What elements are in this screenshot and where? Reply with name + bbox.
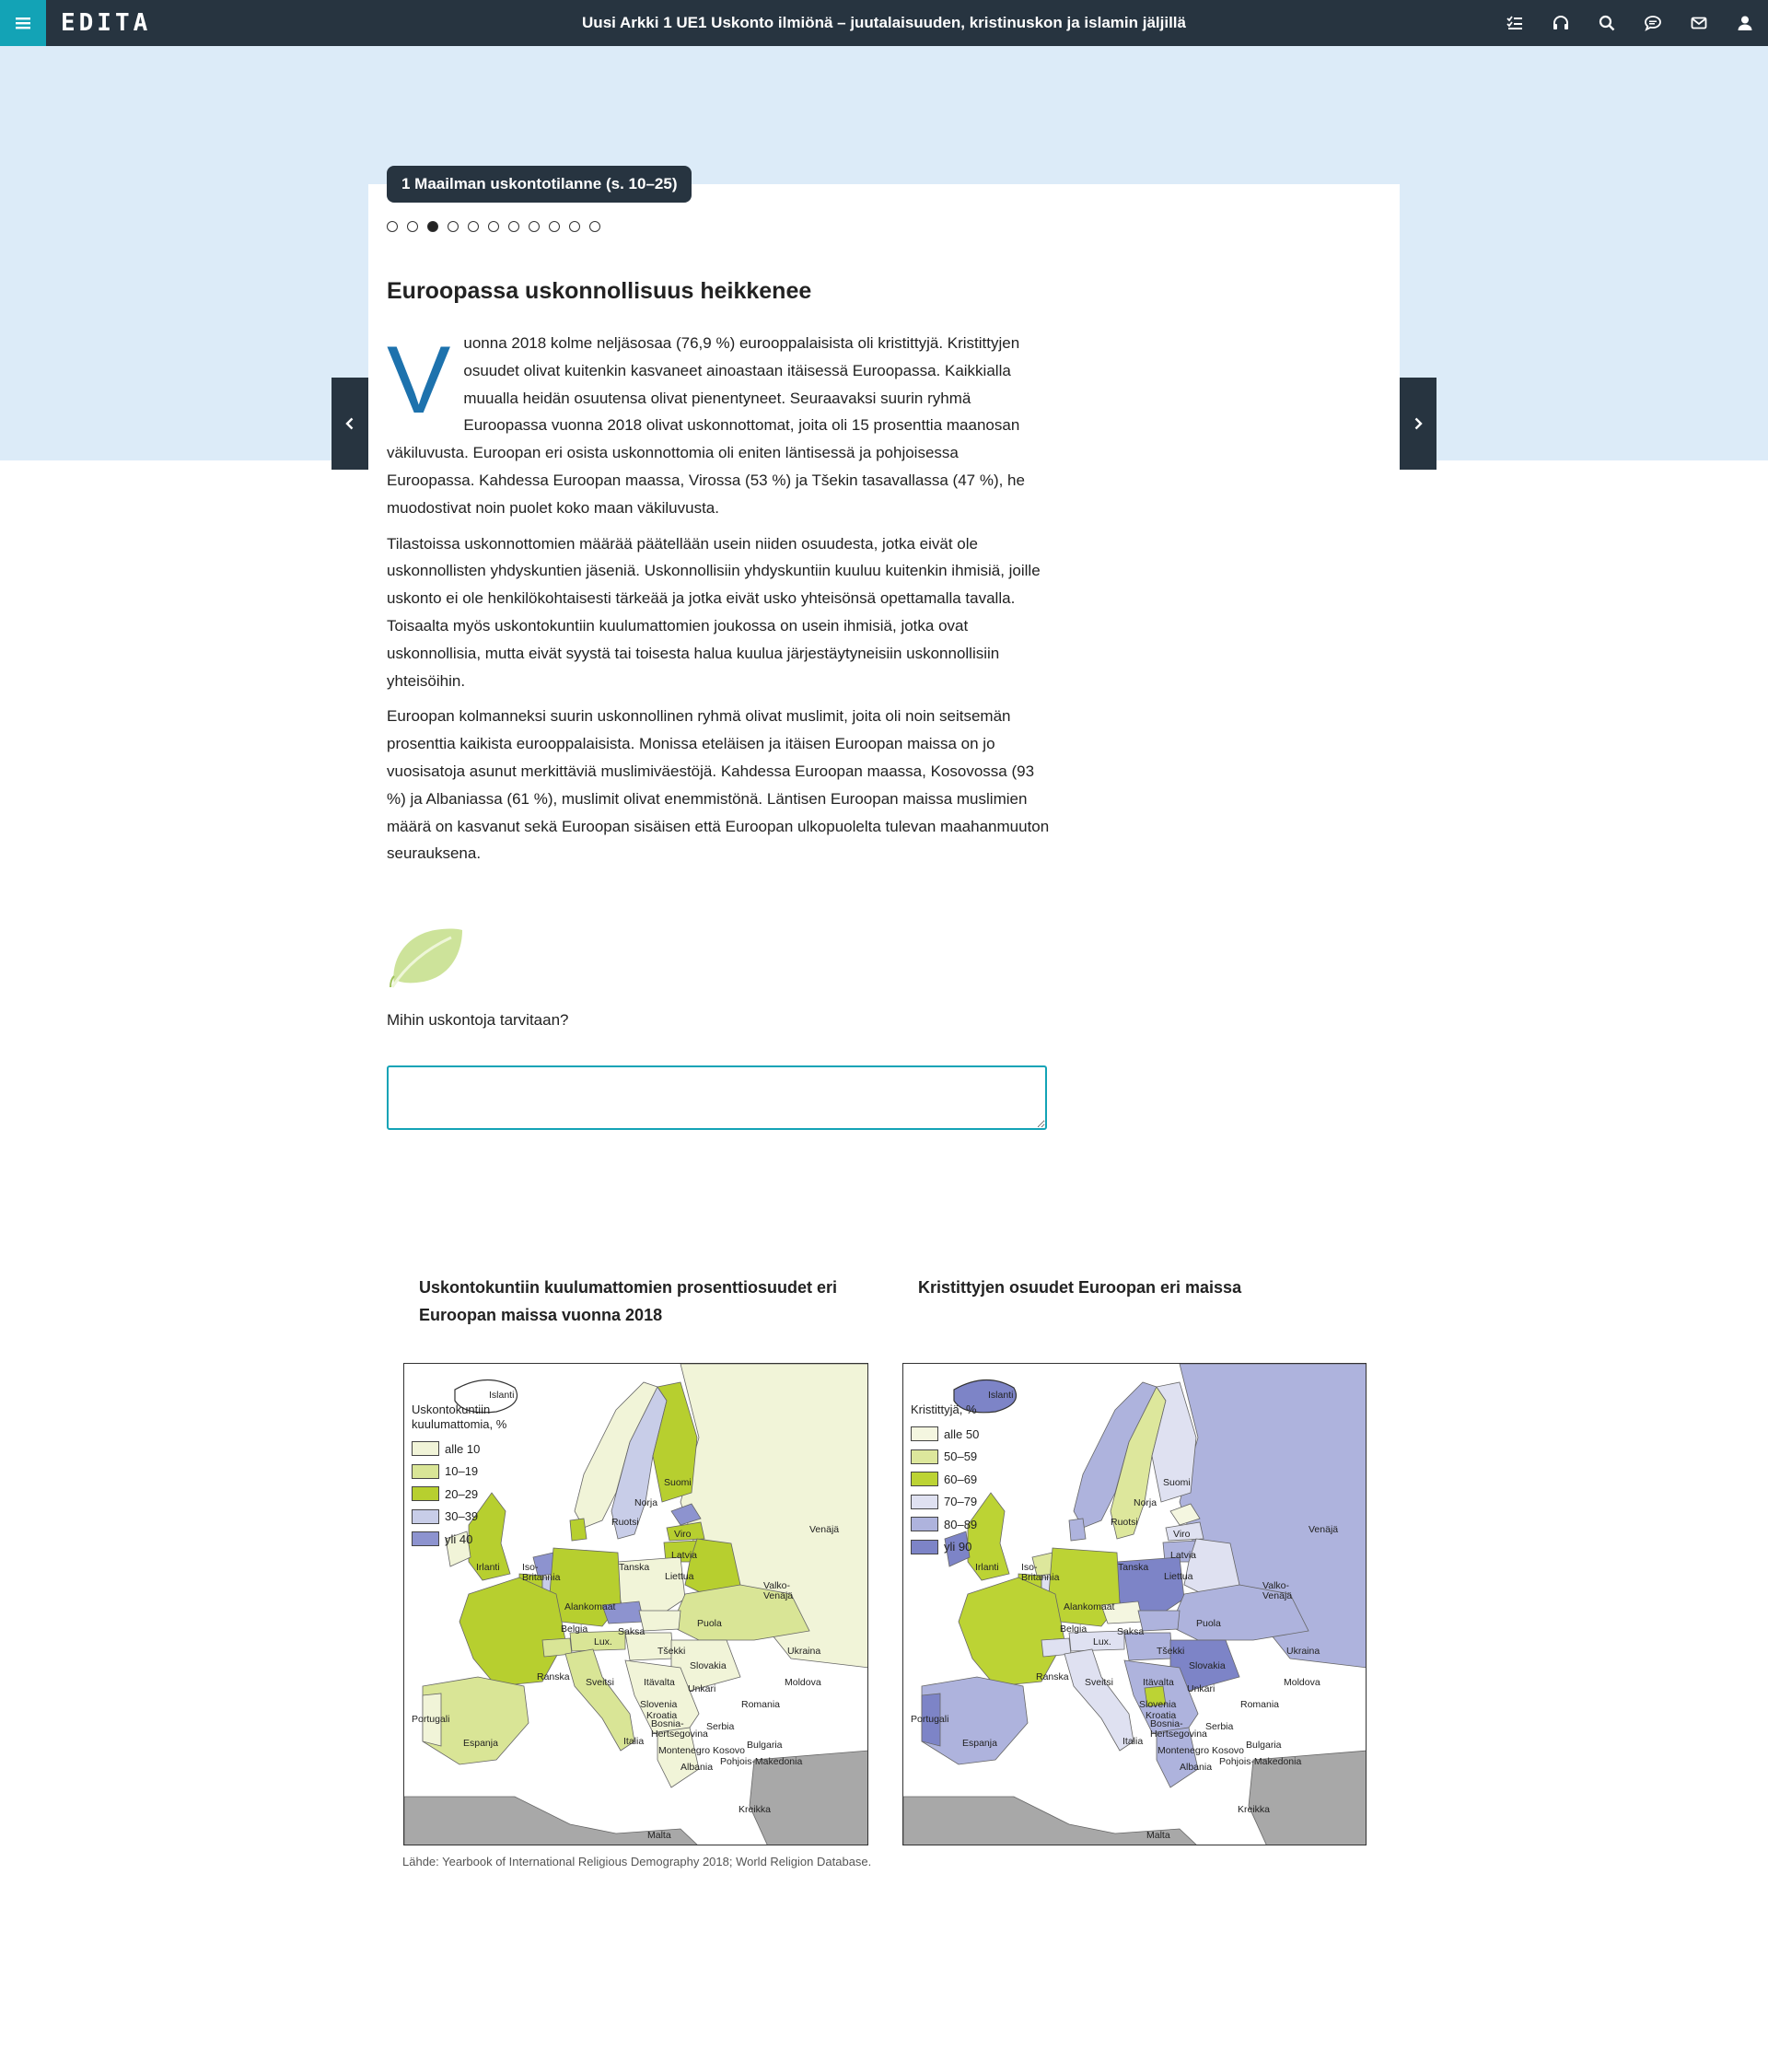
country-label: Iso-Britannia	[522, 1562, 561, 1583]
country-label: Islanti	[489, 1390, 515, 1401]
legend-swatch	[911, 1495, 938, 1509]
country-label: Suomi	[664, 1477, 692, 1488]
country-label: Serbia	[1205, 1721, 1234, 1732]
legend-swatch	[412, 1441, 439, 1456]
country-label: Albania	[1180, 1762, 1213, 1773]
task-question: Mihin uskontoja tarvitaan?	[387, 1011, 569, 1029]
legend-swatch	[911, 1426, 938, 1441]
legend-item	[412, 1438, 506, 1461]
legend-swatch	[911, 1540, 938, 1554]
book-title: Uusi Arkki 1 UE1 Uskonto ilmiönä – juutalaisuuden, kristinuskon ja islamin jäljillä	[582, 14, 1186, 31]
search-icon	[1598, 14, 1616, 32]
legend-item	[412, 1483, 506, 1506]
page-dot[interactable]	[529, 221, 540, 232]
legend-swatch	[911, 1472, 938, 1486]
country-label: Ukraina	[787, 1646, 821, 1657]
headphones-icon	[1552, 14, 1570, 32]
country-label: Itävalta	[1143, 1677, 1174, 1688]
country-label: Venäjä	[809, 1524, 840, 1535]
next-page-button[interactable]	[1400, 378, 1436, 470]
country-label: Italia	[623, 1736, 645, 1747]
legend-item	[911, 1446, 979, 1469]
user-icon	[1736, 14, 1754, 32]
country-label: Malta	[647, 1830, 671, 1841]
country-label: Lux.	[1093, 1636, 1111, 1647]
page-dot[interactable]	[569, 221, 580, 232]
page-dot[interactable]	[549, 221, 560, 232]
country-label: Irlanti	[476, 1562, 500, 1573]
country-label: Puola	[697, 1618, 722, 1629]
country-label: Kosovo	[1212, 1745, 1245, 1756]
legend-rows	[412, 1438, 506, 1551]
country-label: Montenegro	[1157, 1745, 1210, 1756]
country-label: Bosnia-Hertsegovina	[1150, 1718, 1207, 1740]
country-label: Moldova	[785, 1677, 821, 1688]
legend-label: yli 90	[944, 1540, 972, 1554]
country-label: Unkari	[688, 1683, 716, 1694]
legend-item	[911, 1423, 979, 1446]
country-label: Tšekki	[1157, 1646, 1185, 1657]
page-title: Euroopassa uskonnollisuus heikkenee	[387, 278, 812, 304]
paragraph-3: Euroopan kolmanneksi suurin uskonnollinen ryhmä olivat muslimit, joita oli noin seitsemän prosenttia kaikista eurooppalaisista. Monissa eteläisen ja itäisen Euroopan maissa on jo vuosisatoja asunut merkittäviä muslimiväestöjä. Kahdessa Euroopan maassa, Kosovossa (93 %) ja Albaniassa (61 %), muslimit olivat enemmistönä. Läntisen Euroopan maissa muslimien määrä on kasvanut sekä Euroopan sisäisen että Euroopan ulkopuolelta tulevan maahanmuuton seurauksena.	[387, 707, 1050, 863]
country-label: Kreikka	[739, 1804, 772, 1815]
chevron-right-icon	[1411, 416, 1425, 431]
legend-swatch	[412, 1464, 439, 1479]
paragraph-1: Vuonna 2018 kolme neljäsosaa (76,9 %) eurooppalaisista oli kristittyjä. Kristittyjen osuudet olivat kuitenkin kasvaneet ainoastaan itäisessä Euroopassa. Kaikkialla muualla heidän osuutensa olivat pienentyneet. Seuraavaksi suurin ryhmä Euroopassa vuonna 2018 olivat uskonnottomat, joita oli 15 prosenttia maanosan väkiluvusta. Euroopan eri osista uskonnottomia oli eniten läntisessä ja pohjoisessa Euroopassa. Kahdessa Euroopan maassa, Virossa (53 %) ja Tšekin tasavallassa (47 %), he muodostivat noin puolet koko maan väkiluvusta.	[387, 327, 1025, 517]
map-source: Lähde: Yearbook of International Religious Demography 2018; World Religion Database.	[402, 1855, 872, 1868]
country-label: Espanja	[463, 1738, 498, 1749]
country-label: Slovakia	[1189, 1660, 1226, 1671]
legend-label: alle 50	[944, 1426, 980, 1441]
country-label: Sveitsi	[1085, 1677, 1113, 1688]
legend-label: 60–69	[944, 1472, 978, 1486]
map-left	[403, 1363, 868, 1845]
country-label: Bosnia-Hertsegovina	[651, 1718, 708, 1740]
country-label: Bulgaria	[747, 1740, 783, 1751]
map-right	[902, 1363, 1367, 1845]
leaf-icon	[387, 925, 464, 989]
country-label: Albania	[680, 1762, 714, 1773]
legend-swatch	[412, 1531, 439, 1546]
country-label: Sveitsi	[586, 1677, 614, 1688]
legend-item	[911, 1468, 979, 1491]
country-label: Slovakia	[690, 1660, 727, 1671]
legend-swatch	[412, 1486, 439, 1501]
country-label: Kroatia	[646, 1710, 678, 1721]
map-right-title: Kristittyjen osuudet Euroopan eri maissa	[918, 1278, 1242, 1297]
country-label: Italia	[1122, 1736, 1144, 1747]
edita-logo[interactable]: EDITA	[61, 9, 152, 37]
country-label: Viro	[674, 1529, 692, 1540]
legend-item	[911, 1536, 979, 1559]
country-label: Valko-Venäjä	[763, 1580, 794, 1601]
country-label: Moldova	[1284, 1677, 1320, 1688]
country-label: Saksa	[1117, 1626, 1145, 1637]
page-dot[interactable]	[468, 221, 479, 232]
legend-item	[412, 1528, 506, 1551]
country-label: Tanska	[619, 1562, 650, 1573]
legend-item	[412, 1461, 506, 1484]
menu-icon	[14, 14, 32, 32]
country-label: Espanja	[962, 1738, 997, 1749]
map-left-legend	[412, 1403, 506, 1551]
country-label: Islanti	[988, 1390, 1014, 1401]
legend-label: 20–29	[445, 1486, 479, 1501]
country-label: Serbia	[706, 1721, 735, 1732]
country-label: Portugali	[911, 1714, 949, 1725]
legend-label: 70–79	[944, 1495, 978, 1509]
country-label: Belgia	[1060, 1624, 1088, 1635]
page-dot[interactable]	[387, 221, 398, 232]
country-label: Kosovo	[713, 1745, 746, 1756]
map-left-title: Uskontokuntiin kuulumattomien prosenttiosuudet eri Euroopan maissa vuonna 2018	[419, 1278, 838, 1324]
country-label: Irlanti	[975, 1562, 999, 1573]
country-label: Romania	[1240, 1699, 1280, 1710]
country-label: Lux.	[594, 1636, 612, 1647]
country-label: Latvia	[1170, 1550, 1197, 1561]
page-dot[interactable]	[407, 221, 418, 232]
country-label: Puola	[1196, 1618, 1221, 1629]
top-bar	[0, 0, 1768, 46]
mail-button[interactable]	[1676, 0, 1722, 46]
country-label: Unkari	[1187, 1683, 1216, 1694]
legend-label: 30–39	[445, 1509, 479, 1524]
chevron-left-icon	[343, 416, 357, 431]
country-label: Belgia	[561, 1624, 588, 1635]
article-body	[387, 327, 1050, 876]
country-label: Ruotsi	[611, 1517, 639, 1528]
legend-label: yli 40	[445, 1531, 473, 1546]
country-label: Liettua	[665, 1571, 694, 1582]
country-label: Liettua	[1164, 1571, 1193, 1582]
country-label: Tšekki	[657, 1646, 686, 1657]
answer-field[interactable]	[387, 1065, 1047, 1130]
country-label: Alankomaat	[564, 1601, 616, 1612]
country-label: Itävalta	[644, 1677, 675, 1688]
legend-title: Kristittyjä, %	[911, 1403, 977, 1416]
legend-label: 10–19	[445, 1464, 479, 1479]
page-dot[interactable]	[589, 221, 600, 232]
country-label: Ranska	[537, 1671, 570, 1682]
country-label: Malta	[1146, 1830, 1170, 1841]
country-label: Slovenia	[1139, 1699, 1177, 1710]
user-button[interactable]	[1722, 0, 1768, 46]
country-label: Pohjois-Makedonia	[720, 1756, 803, 1767]
country-label: Suomi	[1163, 1477, 1191, 1488]
country-label: Iso-Britannia	[1021, 1562, 1060, 1583]
legend-label: 50–59	[944, 1449, 978, 1464]
page-dot[interactable]	[448, 221, 459, 232]
legend-item	[911, 1491, 979, 1514]
country-label: Norja	[1134, 1497, 1157, 1508]
audio-button[interactable]	[1538, 0, 1584, 46]
previous-page-button[interactable]	[332, 378, 368, 470]
country-label: Slovenia	[640, 1699, 678, 1710]
country-label: Ukraina	[1286, 1646, 1320, 1657]
page-indicator	[387, 221, 600, 232]
country-label: Kreikka	[1238, 1804, 1271, 1815]
page-dot[interactable]	[508, 221, 519, 232]
country-label: Portugali	[412, 1714, 450, 1725]
country-label: Saksa	[618, 1626, 646, 1637]
page-dot[interactable]	[488, 221, 499, 232]
legend-item	[911, 1513, 979, 1536]
legend-swatch	[911, 1449, 938, 1464]
chapter-badge[interactable]: 1 Maailman uskontotilanne (s. 10–25)	[387, 166, 692, 203]
country-label: Pohjois-Makedonia	[1219, 1756, 1302, 1767]
toc-button[interactable]	[1492, 0, 1538, 46]
country-label: Ruotsi	[1111, 1517, 1138, 1528]
country-label: Kroatia	[1146, 1710, 1177, 1721]
legend-swatch	[911, 1517, 938, 1531]
country-label: Romania	[741, 1699, 781, 1710]
country-label: Alankomaat	[1064, 1601, 1115, 1612]
legend-item	[412, 1506, 506, 1529]
country-label: Valko-Venäjä	[1262, 1580, 1293, 1601]
legend-label: 80–89	[944, 1517, 978, 1531]
chat-button[interactable]	[1630, 0, 1676, 46]
chat-icon	[1644, 14, 1662, 32]
country-label: Venäjä	[1309, 1524, 1339, 1535]
search-button[interactable]	[1584, 0, 1630, 46]
legend-swatch	[412, 1509, 439, 1524]
country-label: Ranska	[1036, 1671, 1069, 1682]
drop-cap: V	[387, 327, 451, 434]
page-dot[interactable]	[427, 221, 438, 232]
menu-button[interactable]	[0, 0, 46, 46]
toc-icon	[1506, 14, 1524, 32]
country-label: Viro	[1173, 1529, 1191, 1540]
country-label: Norja	[634, 1497, 658, 1508]
mail-icon	[1690, 14, 1708, 32]
legend-label: alle 10	[445, 1441, 481, 1456]
legend-title: Uskontokuntiin kuulumattomia, %	[412, 1403, 507, 1431]
country-label: Bulgaria	[1246, 1740, 1282, 1751]
map-right-legend	[911, 1403, 979, 1558]
paragraph-2: Tilastoissa uskonnottomien määrää päätellään usein niiden osuudesta, jotka eivät ole uskonnollisten yhdyskuntien jäseniä. Uskonnollisiin yhdyskuntiin kuuluu kuitenkin ihmisiä, joille uskonto ei ole henkilökohtaisesti tärkeää ja jotka eivät usko yhteisönsä opettamalla tavalla. Toisaalta myös uskontokuntiin kuulumattomien joukossa on usein ihmisiä, jotka ovat uskonnollisia, mutta eivät syystä tai toisesta halua kuulua järjestäytyneisiin uskonnollisiin yhteisöihin.	[387, 534, 1041, 690]
toolbar-icons	[1492, 0, 1768, 46]
country-label: Tanska	[1118, 1562, 1149, 1573]
country-label: Montenegro	[658, 1745, 711, 1756]
legend-rows	[911, 1423, 979, 1558]
country-label: Latvia	[671, 1550, 698, 1561]
